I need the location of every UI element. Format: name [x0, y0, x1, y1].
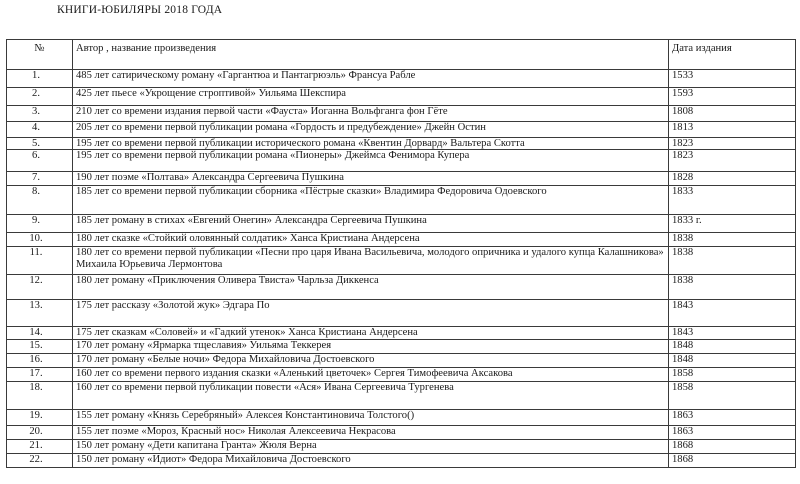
table-row [7, 122, 796, 138]
row-title: 155 лет поэме «Мороз, Красный нос» Николая Алексеевича Некрасова [73, 426, 669, 440]
table-row [7, 275, 796, 300]
row-number: 20. [7, 426, 73, 440]
row-title: 195 лет со времени первой публикации романа «Пионеры» Джеймса Фенимора Купера [73, 150, 669, 172]
row-date: 1838 [669, 233, 796, 247]
row-date: 1808 [669, 106, 796, 122]
row-title: 425 лет пьесе «Укрощение строптивой» Уильяма Шекспира [73, 88, 669, 106]
table-row [7, 215, 796, 233]
row-number: 3. [7, 106, 73, 122]
row-number: 9. [7, 215, 73, 233]
row-number: 11. [7, 247, 73, 275]
row-title: 150 лет роману «Дети капитана Гранта» Жюля Верна [73, 440, 669, 454]
table-row [7, 340, 796, 354]
row-number: 6. [7, 150, 73, 172]
row-title: 175 лет сказкам «Соловей» и «Гадкий утенок» Ханса Кристиана Андерсена [73, 327, 669, 340]
row-number: 5. [7, 138, 73, 150]
row-number: 15. [7, 340, 73, 354]
row-date: 1863 [669, 426, 796, 440]
row-title: 190 лет поэме «Полтава» Александра Сергеевича Пушкина [73, 172, 669, 186]
table-row [7, 70, 796, 88]
table-row [7, 368, 796, 382]
row-date: 1533 [669, 70, 796, 88]
row-title: 175 лет рассказу «Золотой жук» Эдгара По [73, 300, 669, 327]
table-row [7, 186, 796, 215]
row-title: 160 лет со времени первого издания сказки «Аленький цветочек» Сергея Тимофеевича Аксакова [73, 368, 669, 382]
row-date: 1833 [669, 186, 796, 215]
page-title: КНИГИ-ЮБИЛЯРЫ 2018 ГОДА [57, 4, 223, 16]
row-title: 170 лет роману «Белые ночи» Федора Михайловича Достоевского [73, 354, 669, 368]
table-row [7, 300, 796, 327]
row-number: 14. [7, 327, 73, 340]
row-date: 1858 [669, 382, 796, 410]
row-title: 185 лет роману в стихах «Евгений Онегин» Александра Сергеевича Пушкина [73, 215, 669, 233]
row-date: 1833 г. [669, 215, 796, 233]
table-header-row [7, 40, 796, 70]
row-date: 1823 [669, 138, 796, 150]
table-row [7, 150, 796, 172]
row-date: 1868 [669, 454, 796, 468]
row-date: 1838 [669, 247, 796, 275]
row-number: 18. [7, 382, 73, 410]
table-row [7, 88, 796, 106]
column-header-title: Автор , название произведения [73, 40, 669, 70]
row-number: 10. [7, 233, 73, 247]
row-title: 485 лет сатирическому роману «Гаргантюа и Пантагрюэль» Франсуа Рабле [73, 70, 669, 88]
row-number: 21. [7, 440, 73, 454]
table-row [7, 138, 796, 150]
row-date: 1828 [669, 172, 796, 186]
row-title: 155 лет роману «Князь Серебряный» Алексея Константиновича Толстого() [73, 410, 669, 426]
row-number: 1. [7, 70, 73, 88]
column-header-num: № [7, 40, 73, 70]
table-row [7, 454, 796, 468]
row-date: 1593 [669, 88, 796, 106]
row-date: 1843 [669, 327, 796, 340]
row-title: 150 лет роману «Идиот» Федора Михайловича Достоевского [73, 454, 669, 468]
table-body [7, 70, 796, 468]
row-title: 170 лет роману «Ярмарка тщеславия» Уильяма Теккерея [73, 340, 669, 354]
row-title: 185 лет со времени первой публикации сборника «Пёстрые сказки» Владимира Федоровича Одоевского [73, 186, 669, 215]
row-number: 8. [7, 186, 73, 215]
table-row [7, 426, 796, 440]
row-date: 1813 [669, 122, 796, 138]
table-row [7, 247, 796, 275]
row-title: 180 лет роману «Приключения Оливера Твиста» Чарльза Диккенса [73, 275, 669, 300]
table-row [7, 382, 796, 410]
row-number: 16. [7, 354, 73, 368]
table-row [7, 327, 796, 340]
table-row [7, 172, 796, 186]
row-title: 160 лет со времени первой публикации повести «Ася» Ивана Сергеевича Тургенева [73, 382, 669, 410]
table-row [7, 106, 796, 122]
row-number: 19. [7, 410, 73, 426]
row-title: 210 лет со времени издания первой части «Фауста» Иоганна Вольфганга фон Гёте [73, 106, 669, 122]
row-date: 1863 [669, 410, 796, 426]
row-title: 180 лет со времени первой публикации «Песни про царя Ивана Васильевича, молодого опричника и удалого купца Калашникова» Михаила Юрьевича Лермонтова [73, 247, 669, 275]
row-number: 2. [7, 88, 73, 106]
row-date: 1823 [669, 150, 796, 172]
row-title: 205 лет со времени первой публикации романа «Гордость и предубеждение» Джейн Остин [73, 122, 669, 138]
row-title: 180 лет сказке «Стойкий оловянный солдатик» Ханса Кристиана Андерсена [73, 233, 669, 247]
row-number: 4. [7, 122, 73, 138]
column-header-date: Дата издания [669, 40, 796, 70]
table-row [7, 233, 796, 247]
row-number: 17. [7, 368, 73, 382]
row-date: 1858 [669, 368, 796, 382]
row-number: 12. [7, 275, 73, 300]
row-number: 22. [7, 454, 73, 468]
row-title: 195 лет со времени первой публикации исторического романа «Квентин Дорвард» Вальтера Скотта [73, 138, 669, 150]
table-row [7, 354, 796, 368]
row-date: 1848 [669, 340, 796, 354]
jubilee-books-table [6, 39, 796, 468]
table-row [7, 440, 796, 454]
row-date: 1848 [669, 354, 796, 368]
row-number: 7. [7, 172, 73, 186]
table-row [7, 410, 796, 426]
row-date: 1843 [669, 300, 796, 327]
row-date: 1838 [669, 275, 796, 300]
row-date: 1868 [669, 440, 796, 454]
row-number: 13. [7, 300, 73, 327]
